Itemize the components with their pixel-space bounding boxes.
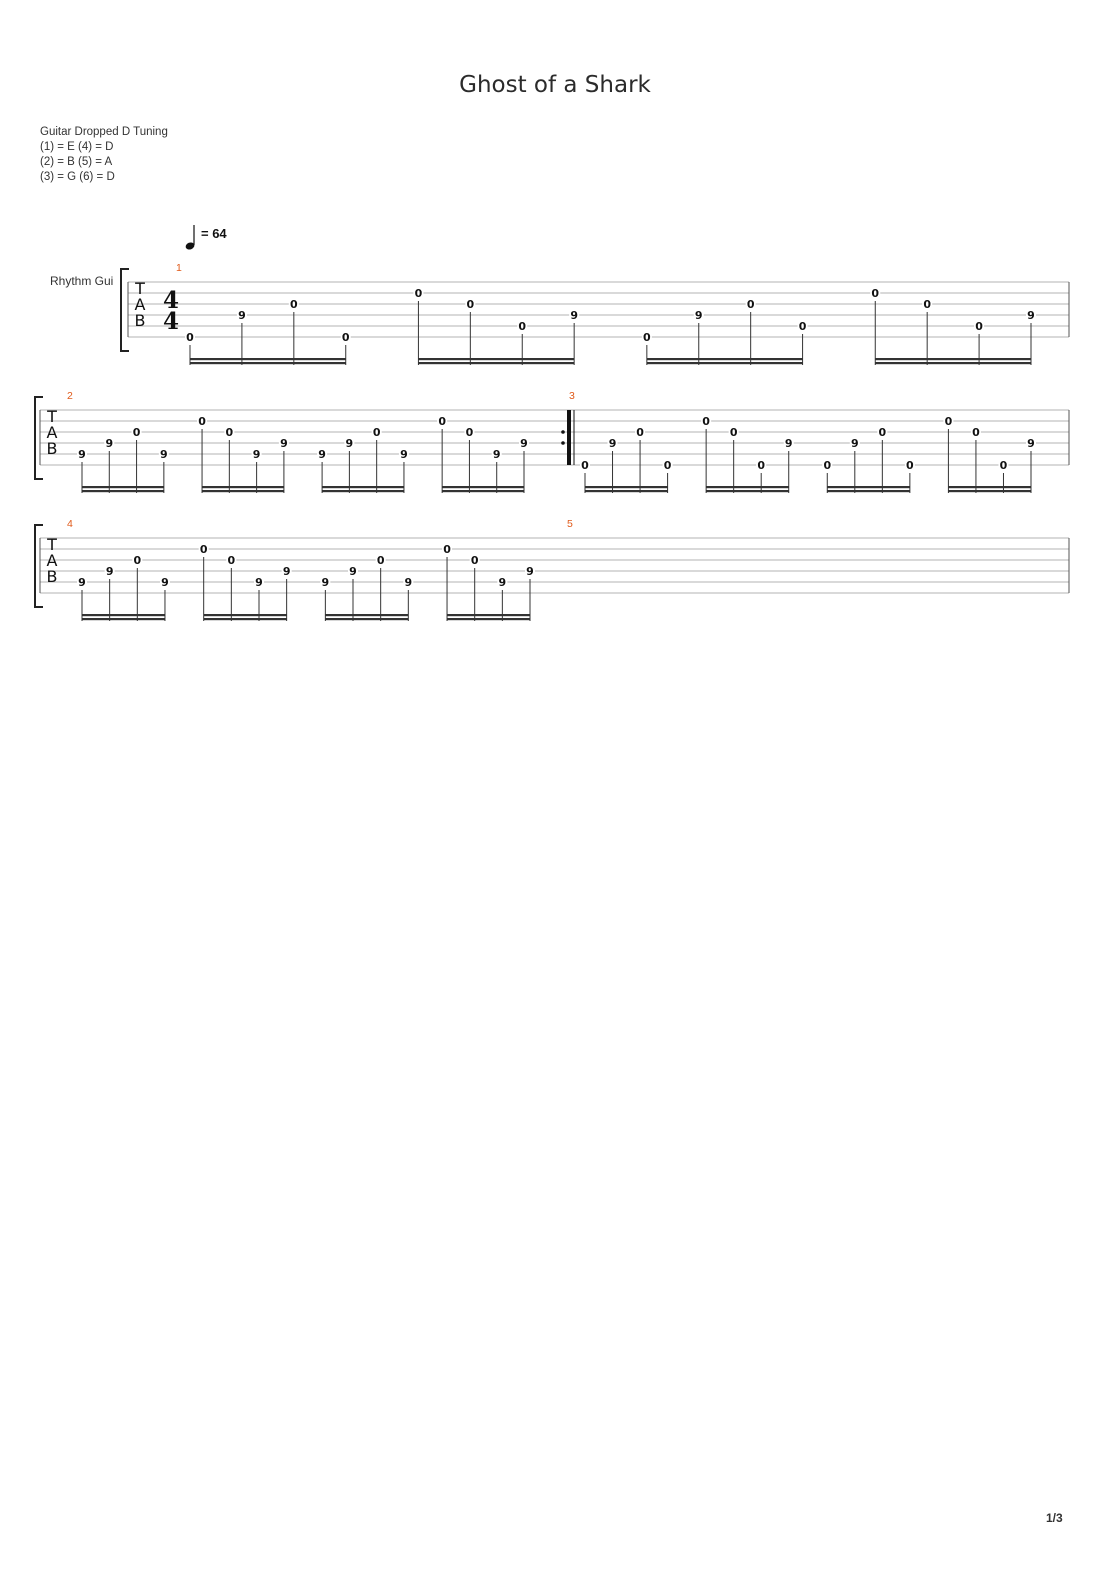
- fret-number: 0: [465, 426, 474, 439]
- fret-number: 0: [199, 543, 208, 556]
- repeat-dot: [561, 441, 565, 445]
- fret-number: 9: [78, 576, 86, 589]
- beam-primary: [875, 362, 1031, 364]
- fret-number: 0: [999, 459, 1008, 472]
- fret-number: 0: [944, 415, 953, 428]
- beam-secondary: [204, 614, 287, 616]
- fret-number: 0: [871, 287, 880, 300]
- time-signature-top: 4: [162, 287, 180, 314]
- fret-number: 0: [341, 331, 350, 344]
- beam-secondary: [325, 614, 408, 616]
- fret-number: 9: [526, 565, 534, 578]
- beam-secondary: [647, 358, 803, 360]
- tab-clef-letter: A: [46, 423, 58, 442]
- fret-number: 0: [227, 554, 236, 567]
- fret-number: 9: [280, 437, 288, 450]
- fret-number: 0: [518, 320, 527, 333]
- fret-number: 9: [282, 565, 291, 578]
- tab-clef-letter: A: [46, 551, 58, 570]
- fret-number: 0: [746, 298, 755, 311]
- beam-secondary: [202, 486, 284, 488]
- fret-number: 9: [321, 576, 330, 589]
- beam-primary: [202, 490, 284, 492]
- fret-number: 0: [636, 426, 644, 439]
- tab-clef-letter: B: [46, 567, 58, 586]
- beam-primary: [585, 490, 668, 492]
- beam-secondary: [585, 486, 668, 488]
- tuning-line: (3) = G (6) = D: [40, 171, 115, 183]
- fret-number: 9: [570, 309, 578, 322]
- fret-number: 0: [132, 426, 141, 439]
- fret-number: 0: [757, 459, 766, 472]
- fret-number: 0: [702, 415, 710, 428]
- beam-secondary: [706, 486, 789, 488]
- tuning-name: Guitar Dropped D Tuning: [40, 126, 168, 138]
- repeat-dot: [561, 430, 565, 434]
- fret-number: 9: [850, 437, 859, 450]
- fret-number: 0: [225, 426, 234, 439]
- fret-number: 9: [784, 437, 793, 450]
- fret-number: 0: [581, 459, 589, 472]
- beam-primary: [325, 618, 408, 620]
- time-signature-bottom: 4: [162, 308, 180, 335]
- measure-number: 4: [67, 518, 73, 530]
- beam-primary: [190, 362, 346, 364]
- beam-secondary: [418, 358, 574, 360]
- instrument-name: Rhythm Gui: [50, 274, 114, 288]
- tempo-value: = 64: [201, 226, 227, 241]
- fret-number: 0: [643, 331, 651, 344]
- measure-number: 1: [176, 262, 182, 274]
- fret-number: 9: [105, 437, 114, 450]
- fret-number: 0: [414, 287, 423, 300]
- fret-number: 0: [198, 415, 206, 428]
- fret-number: 9: [78, 448, 86, 461]
- fret-number: 9: [1027, 309, 1035, 322]
- tuning-line: (2) = B (5) = A: [40, 156, 113, 168]
- fret-number: 0: [823, 459, 832, 472]
- fret-number: 0: [878, 426, 887, 439]
- fret-number: 9: [345, 437, 354, 450]
- beam-secondary: [322, 486, 404, 488]
- fret-number: 0: [798, 320, 807, 333]
- beam-primary: [827, 490, 910, 492]
- fret-number: 9: [238, 309, 246, 322]
- beam-primary: [204, 618, 287, 620]
- beam-secondary: [442, 486, 524, 488]
- beam-primary: [706, 490, 789, 492]
- measure-number: 2: [67, 390, 73, 402]
- fret-number: 9: [349, 565, 357, 578]
- fret-number: 0: [470, 554, 479, 567]
- fret-number: 0: [663, 459, 672, 472]
- fret-number: 0: [975, 320, 983, 333]
- beam-primary: [322, 490, 404, 492]
- beam-secondary: [827, 486, 910, 488]
- score-title: Ghost of a Shark: [459, 72, 651, 98]
- tab-clef-letter: B: [134, 311, 146, 330]
- fret-number: 9: [160, 448, 168, 461]
- fret-number: 0: [443, 543, 451, 556]
- system-bracket: [35, 397, 43, 479]
- beam-primary: [442, 490, 524, 492]
- fret-number: 0: [186, 331, 194, 344]
- beam-secondary: [82, 486, 164, 488]
- tab-clef-letter: A: [134, 295, 146, 314]
- fret-number: 0: [376, 554, 385, 567]
- tab-clef-letter: T: [135, 279, 145, 298]
- beam-secondary: [447, 614, 530, 616]
- fret-number: 0: [972, 426, 980, 439]
- beam-secondary: [948, 486, 1031, 488]
- fret-number: 0: [438, 415, 446, 428]
- tab-clef-letter: T: [47, 407, 57, 426]
- measure-number: 3: [569, 390, 575, 402]
- fret-number: 0: [729, 426, 738, 439]
- beam-secondary: [82, 614, 165, 616]
- beam-secondary: [190, 358, 346, 360]
- fret-number: 0: [906, 459, 914, 472]
- fret-number: 0: [372, 426, 381, 439]
- beam-primary: [447, 618, 530, 620]
- fret-number: 9: [694, 309, 703, 322]
- fret-number: 0: [466, 298, 475, 311]
- beam-primary: [647, 362, 803, 364]
- system-bracket: [35, 525, 43, 607]
- fret-number: 0: [289, 298, 298, 311]
- beam-primary: [82, 490, 164, 492]
- fret-number: 9: [252, 448, 261, 461]
- fret-number: 9: [608, 437, 617, 450]
- beam-secondary: [875, 358, 1031, 360]
- fret-number: 9: [1027, 437, 1035, 450]
- tuning-line: (1) = E (4) = D: [40, 141, 114, 153]
- fret-number: 9: [255, 576, 263, 589]
- fret-number: 9: [404, 576, 413, 589]
- beam-primary: [948, 490, 1031, 492]
- tab-clef-letter: B: [46, 439, 58, 458]
- measure-number: 5: [567, 518, 573, 530]
- fret-number: 9: [400, 448, 408, 461]
- fret-number: 9: [161, 576, 169, 589]
- fret-number: 9: [520, 437, 528, 450]
- fret-number: 0: [133, 554, 142, 567]
- fret-number: 9: [105, 565, 114, 578]
- beam-primary: [418, 362, 574, 364]
- fret-number: 9: [318, 448, 326, 461]
- page-number: 1/3: [1046, 1511, 1063, 1525]
- fret-number: 9: [492, 448, 501, 461]
- beam-primary: [82, 618, 165, 620]
- tab-clef-letter: T: [47, 535, 57, 554]
- fret-number: 0: [923, 298, 932, 311]
- fret-number: 9: [498, 576, 507, 589]
